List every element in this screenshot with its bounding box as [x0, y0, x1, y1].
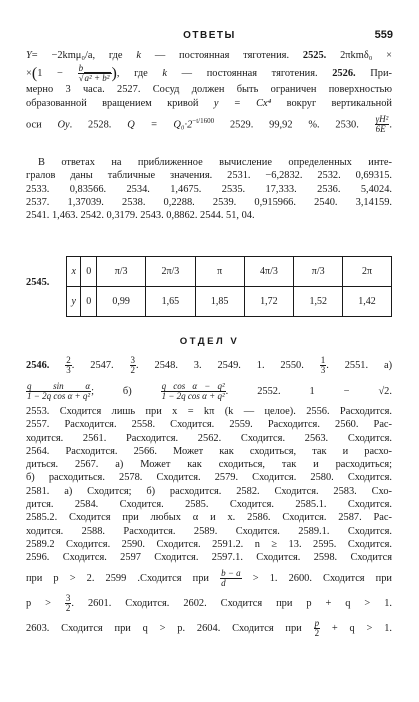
- text-line: оси Oy. 2528. $Q = Q_0\cdot 2^{-t/1600}$ 2529. 99,92 %. 2530. $\frac{\text{γH²}}{6E}$ .: [26, 114, 392, 135]
- fraction: $\frac{b - a}{d}$: [221, 567, 241, 588]
- text-line: дится. 2584. Сходится. 2585. Сходится. 2585.1. Сходится.: [26, 499, 392, 511]
- table-row: [67, 257, 392, 287]
- text-line: б) расходиться. 2578. Сходится. 2579. Сходится. 2580. Сходится.: [26, 472, 392, 484]
- fraction: $\frac{\text{γH²}}{6E}$: [375, 114, 389, 135]
- text-line: ходится. 2588. Расходится. 2589. Сходится. 2589.1. Сходится.: [26, 525, 392, 537]
- answers-block-1: [26, 50, 393, 135]
- text-line: при p > 2. 2599 .Сходится при $\frac{b - a}{d}$ > 1. 2600. Сходится при: [26, 567, 392, 588]
- text-line: 2589.2 Сходится. 2590. Сходится. 2591.2. n ≥ 13. 2595. Сходится.: [26, 538, 392, 550]
- table-cell: 0: [81, 287, 97, 317]
- text-line: 2541. 1,463. 2542. 0,3179. 2543. 0,8862. 2544. 51, 04.: [26, 210, 255, 222]
- answers-block-3: [26, 354, 392, 641]
- table-cell: π/3: [97, 257, 146, 287]
- running-header: [0, 30, 419, 44]
- text-line: $\frac{\text{q sin α}}{\text{1 − 2q cos α + q²}}$ ; б) $\frac{\text{q cos α − q²}}{\text{1 − 2q cos α + q²}}$ . 2552. 1 − √2.: [27, 381, 392, 402]
- table-cell: 1,85: [195, 287, 244, 317]
- fraction: $\frac{2}{3}$: [66, 355, 71, 376]
- table-cell: 2π: [343, 257, 392, 287]
- table-cell: 1,65: [146, 287, 196, 317]
- table-cell: 2π/3: [146, 257, 196, 287]
- text-line: 2564. Расходится. 2566. Может как сходиться, так и расхо-: [26, 445, 392, 457]
- text-line: образованной вращением кривой y = Cx⁴ вокруг вертикальной: [26, 97, 392, 109]
- text-line: 2533. 0,83566. 2534. 1,4675. 2535. 17,333. 2536. 5,4024.: [26, 183, 392, 195]
- fraction: $\frac{\text{q cos α − q²}}{\text{1 − 2q cos α + q²}}$: [161, 381, 225, 402]
- table-cell: 0: [81, 257, 97, 287]
- table-row: [67, 287, 392, 317]
- fraction: $\frac{p}{2}$: [314, 617, 320, 638]
- table-cell: 0,99: [97, 287, 146, 317]
- fraction: $\frac{3}{2}$: [130, 355, 136, 376]
- running-title: ОТВЕТЫ: [183, 30, 236, 41]
- page-number: 559: [374, 29, 393, 41]
- fraction: $\frac{\text{q sin α}}{\text{1 − 2q cos α + q²}}$: [27, 381, 91, 402]
- text-line: 2603. Сходится при q > p. 2604. Сходится при $\frac{p}{2}$ + q > 1.: [26, 617, 392, 638]
- fraction: $\frac{3}{2}$: [65, 592, 71, 613]
- text-line: 2546. $\frac{2}{3}$ . 2547. $\frac{3}{2}$ . 2548. 3. 2549. 1. 2550. $\frac{1}{3}$ . 2551. а): [26, 355, 393, 376]
- values-table: [66, 256, 392, 317]
- fraction: $\frac{1}{3}$: [320, 355, 326, 376]
- text-line: гралов даны табличные значения. 2531. −6,2832. 2532. 0,69315.: [26, 170, 392, 182]
- table-cell: y: [67, 287, 81, 317]
- table-label: 2545.: [26, 277, 50, 288]
- text-line: p > $\frac{3}{2}$ . 2601. Сходится. 2602. Сходится при p + q > 1.: [26, 592, 392, 613]
- text-line: В ответах на приближенное вычисление определенных инте-: [38, 157, 392, 168]
- text-line: диться. 2567. а) Может как сходиться, так и расходиться;: [26, 459, 392, 471]
- table-cell: π/3: [294, 257, 343, 287]
- text-line: 2553. Сходится лишь при x = kπ (k — целое). 2556. Расходится.: [26, 406, 392, 417]
- table-cell: 1,52: [294, 287, 343, 317]
- table-cell: 4π/3: [244, 257, 294, 287]
- text-line: 2585.2. Сходится при любых α и x. 2586. Сходится. 2587. Рас-: [26, 512, 392, 524]
- text-line: 2557. Расходится. 2558. Сходится. 2559. Расходится. 2560. Рас-: [26, 419, 392, 431]
- text-line: ходится. 2561. Расходится. 2562. Сходится. 2563. Сходится.: [26, 432, 392, 444]
- table-cell: π: [195, 257, 244, 287]
- text-line: 2581. а) Сходится; б) расходится. 2582. Сходится. 2583. Схо-: [26, 485, 392, 497]
- section-title: ОТДЕЛ V: [179, 336, 240, 347]
- fraction: $\frac{b}{\text{√a² + b²}}$: [78, 63, 110, 84]
- text-line: 2596. Сходится. 2597 Сходится. 2597.1. Сходится. 2598. Сходится: [26, 552, 392, 564]
- table-cell: x: [67, 257, 81, 287]
- text-line: 2537. 1,37039. 2538. 0,2288. 2539. 0,915966. 2540. 3,14159.: [26, 196, 392, 208]
- text-line: мерно 3 часа. 2527. Сосуд должен быть ограничен поверхностью: [26, 84, 392, 96]
- text-line: Y= −2kmμ₀/a, где k — постоянная тяготения. 2525. 2πkmδ₀ ×: [26, 50, 393, 61]
- text-line: ×(1 − $\frac{b}{\text{√a² + b²}}$ ), где k — постоянная тяготения. 2526. При-: [26, 63, 392, 84]
- answers-block-2: [26, 157, 392, 223]
- table-cell: 1,72: [244, 287, 294, 317]
- table-cell: 1,42: [343, 287, 392, 317]
